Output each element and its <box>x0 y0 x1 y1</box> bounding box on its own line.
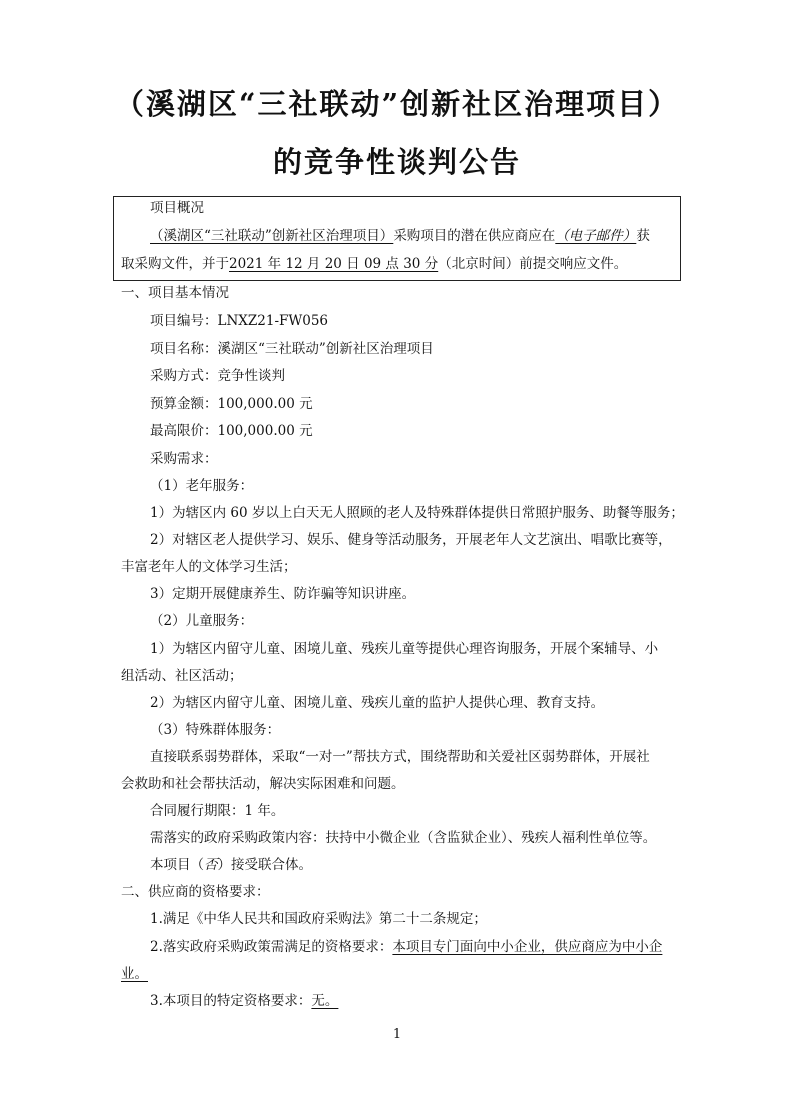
special-group-text: 直接联系弱势群体，采取“一对一”帮扶方式，围绕帮助和关爱社区弱势群体，开展社 <box>150 749 650 765</box>
elder-service-item-2: 2）对辖区老人提供学习、娱乐、健身等活动服务，开展老年人文艺演出、唱歌比赛等， <box>150 532 672 548</box>
qualification-3-value: 无。 <box>311 993 339 1009</box>
overview-project-name: （溪湖区“三社联动”创新社区治理项目） <box>150 228 394 244</box>
qualification-1: 1.满足《中华人民共和国政府采购法》第二十二条规定； <box>150 911 487 927</box>
procurement-method: 采购方式：竞争性谈判 <box>150 368 285 384</box>
overview-paragraph-line2 <box>121 255 627 273</box>
project-number: 项目编号：LNXZ21-FW056 <box>150 313 329 329</box>
consortium-text: 本项目（ <box>150 857 204 873</box>
announcement-title-line2: 的竞争性谈判公告 <box>272 145 521 179</box>
overview-deadline: 2021 年 12 月 20 日 09 点 30 分 <box>229 256 439 272</box>
project-name: 项目名称：溪湖区“三社联动”创新社区治理项目 <box>150 341 434 357</box>
overview-method: （电子邮件） <box>555 228 637 244</box>
consortium-line <box>150 856 312 874</box>
qualification-2-cont <box>121 965 148 983</box>
overview-text-3: （北京时间）前提交响应文件。 <box>438 256 628 272</box>
qualification-2-label: 2.落实政府采购政策需满足的资格要求： <box>150 939 393 955</box>
special-group-text-cont: 会救助和社会帮扶活动，解决实际困难和问题。 <box>121 776 405 792</box>
overview-text: 采购项目的潜在供应商应在 <box>393 228 556 244</box>
max-price: 最高限价：100,000.00 元 <box>150 423 313 439</box>
elder-service-item-1: 1）为辖区内 60 岁以上白天无人照顾的老人及特殊群体提供日常照护服务、助餐等服务； <box>150 505 684 521</box>
qualification-3-label: 3.本项目的特定资格要求： <box>150 993 312 1009</box>
section2-heading: 二、供应商的资格要求： <box>121 884 270 900</box>
overview-text-2: 取采购文件，并于 <box>121 256 229 272</box>
elder-service-item-2-cont: 丰富老年人的文体学习生活； <box>121 559 297 575</box>
qualification-3 <box>150 992 338 1010</box>
announcement-title-line1: （溪湖区“三社联动”创新社区治理项目） <box>114 87 680 121</box>
qualification-2 <box>150 938 662 956</box>
policy-requirements: 需落实的政府采购政策内容：扶持中小微企业（含监狱企业）、残疾人福利性单位等。 <box>150 830 657 846</box>
child-service-heading: （2）儿童服务： <box>150 613 254 629</box>
special-group-heading: （3）特殊群体服务： <box>150 722 281 738</box>
elder-service-item-3: 3）定期开展健康养生、防诈骗等知识讲座。 <box>150 586 416 602</box>
qualification-2-value: 本项目专门面向中小企业，供应商应为中小企 <box>392 939 663 955</box>
elder-service-heading: （1）老年服务： <box>150 478 254 494</box>
child-service-item-2: 2）为辖区内留守儿童、困境儿童、残疾儿童的监护人提供心理、教育支持。 <box>150 695 605 711</box>
section1-heading: 一、项目基本情况 <box>121 285 229 301</box>
overview-heading: 项目概况 <box>150 200 204 216</box>
child-service-item-1: 1）为辖区内留守儿童、困境儿童、残疾儿童等提供心理咨询服务，开展个案辅导、小 <box>150 641 659 657</box>
qualification-2-value-end: 业。 <box>121 966 148 982</box>
contract-term: 合同履行期限：1 年。 <box>150 803 285 819</box>
consortium-text-end: ）接受联合体。 <box>217 857 312 873</box>
overview-paragraph-line1 <box>150 227 650 245</box>
child-service-item-1-cont: 组活动、社区活动； <box>121 668 243 684</box>
page-number: 1 <box>392 1027 402 1042</box>
budget-amount: 预算金额：100,000.00 元 <box>150 396 313 412</box>
consortium-answer: 否 <box>204 857 218 873</box>
procurement-needs: 采购需求： <box>150 451 218 467</box>
overview-text-end: 获 <box>636 228 650 244</box>
